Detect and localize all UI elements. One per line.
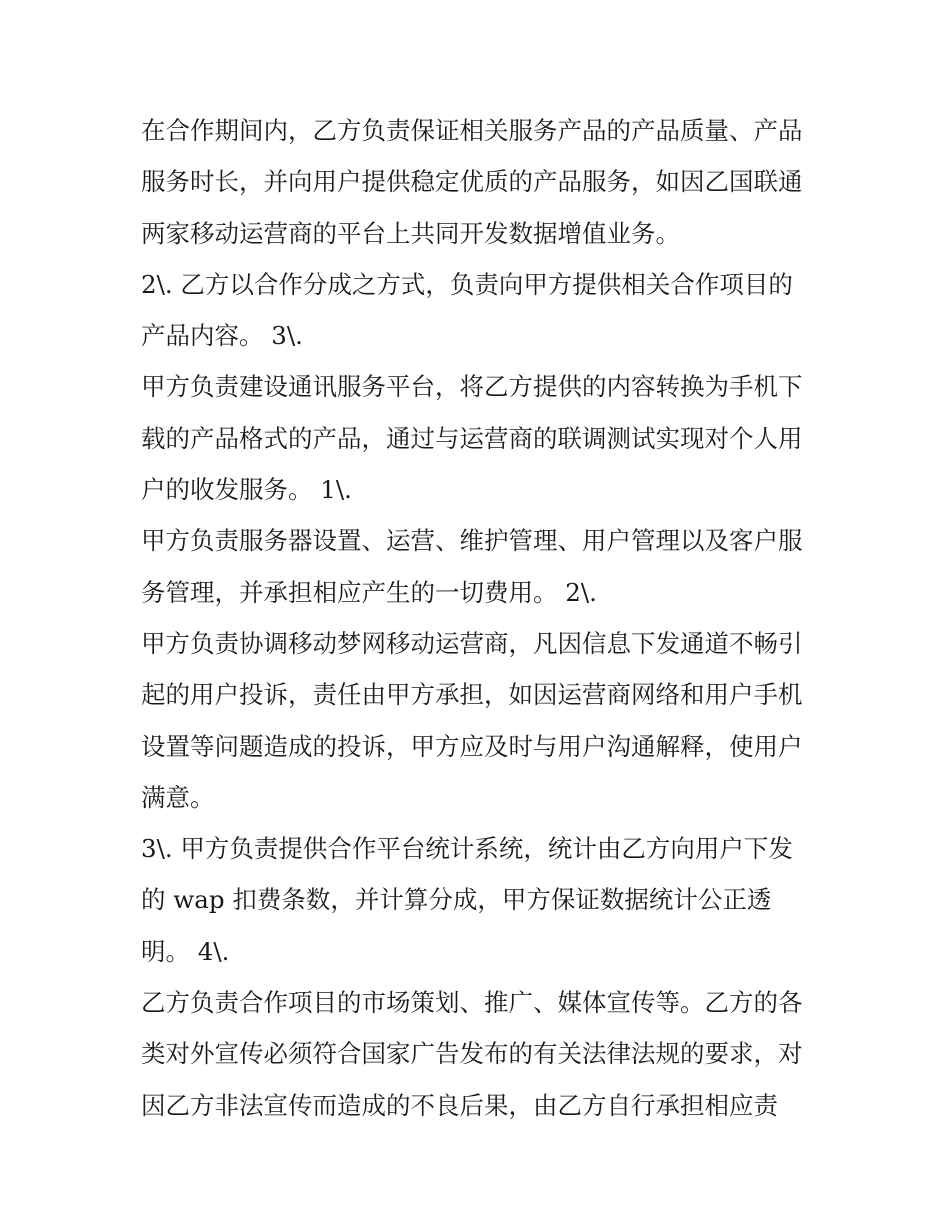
text-line: 起的用户投诉，责任由甲方承担，如因运营商网络和用户手机 bbox=[141, 680, 803, 710]
text-line: 产品内容。 3\. bbox=[141, 321, 303, 351]
text-line: 的 wap 扣费条数，并计算分成，甲方保证数据统计公正透 bbox=[141, 885, 772, 915]
text-line: 甲方负责服务器设置、运营、维护管理、用户管理以及客户服 bbox=[141, 526, 803, 556]
text-line: 服务时长，并向用户提供稳定优质的产品服务，如因乙国联通 bbox=[141, 167, 803, 197]
text-line: 设置等问题造成的投诉，甲方应及时与用户沟通解释，使用户 bbox=[141, 731, 803, 761]
text-line: 3\. 甲方负责提供合作平台统计系统，统计由乙方向用户下发 bbox=[141, 834, 793, 864]
text-line: 甲方负责协调移动梦网移动运营商，凡因信息下发通道不畅引 bbox=[141, 628, 803, 658]
text-line: 因乙方非法宣传而造成的不良后果，由乙方自行承担相应责 bbox=[141, 1090, 778, 1120]
text-line: 甲方负责建设通讯服务平台，将乙方提供的内容转换为手机下 bbox=[141, 372, 803, 402]
text-line: 载的产品格式的产品，通过与运营商的联调测试实现对个人用 bbox=[141, 423, 803, 453]
document-body bbox=[141, 105, 821, 1131]
text-line: 两家移动运营商的平台上共同开发数据增值业务。 bbox=[141, 218, 680, 248]
text-line: 2\. 乙方以合作分成之方式，负责向甲方提供相关合作项目的 bbox=[141, 269, 793, 299]
text-line: 在合作期间内，乙方负责保证相关服务产品的产品质量、产品 bbox=[141, 116, 803, 145]
text-line: 类对外宣传必须符合国家广告发布的有关法律法规的要求，对 bbox=[141, 1039, 803, 1069]
text-line: 务管理，并承担相应产生的一切费用。 2\. bbox=[141, 577, 597, 607]
text-line: 户的收发服务。 1\. bbox=[141, 475, 352, 505]
text-line: 乙方负责合作项目的市场策划、推广、媒体宣传等。乙方的各 bbox=[141, 988, 803, 1018]
text-line: 明。 4\. bbox=[141, 936, 230, 966]
text-line: 满意。 bbox=[141, 782, 215, 812]
